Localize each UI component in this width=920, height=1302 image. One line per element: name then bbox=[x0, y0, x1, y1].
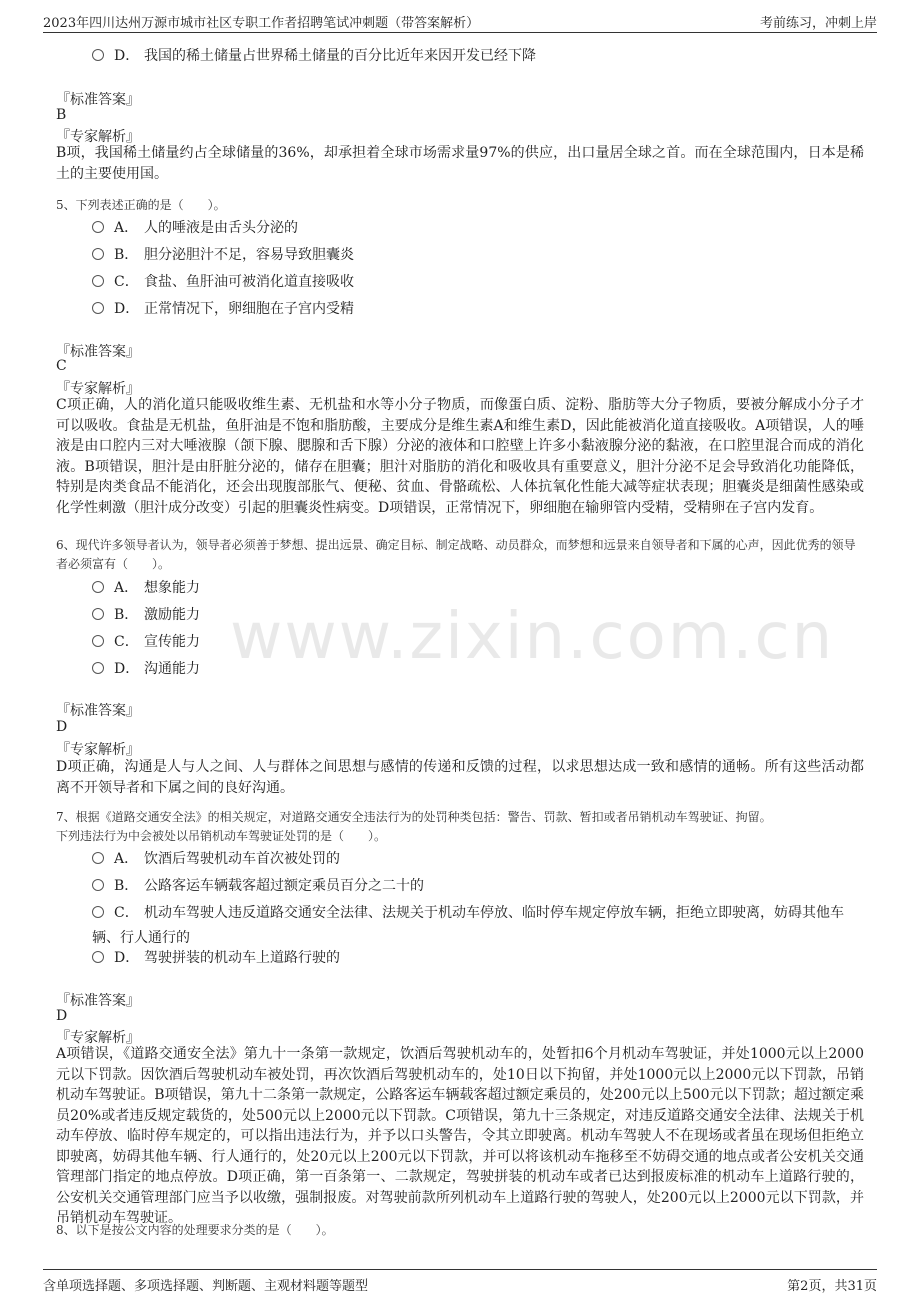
option-key: D． bbox=[114, 950, 140, 966]
q4-analysis: B项，我国稀土储量约占全球储量的36%，却承担着全球市场需求量97%的供应，出口量居全球之首。而在全球范围内，日本是稀土的主要使用国。 bbox=[56, 145, 864, 182]
page-header bbox=[43, 8, 877, 33]
radio-icon[interactable] bbox=[92, 49, 104, 61]
option-key: C． bbox=[114, 634, 139, 650]
option-text: 我国的稀土储量占世界稀土储量的百分比近年来因开发已经下降 bbox=[144, 48, 536, 64]
option-text: 正常情况下，卵细胞在子宫内受精 bbox=[144, 301, 354, 317]
q7-answer: D bbox=[56, 1008, 68, 1024]
option-text: 公路客运车辆载客超过额定乘员百分之二十的 bbox=[144, 878, 424, 894]
option-text: 人的唾液是由舌头分泌的 bbox=[144, 220, 298, 236]
watermark: www.zixin.com.cn bbox=[230, 600, 835, 674]
header-slogan: 考前练习，冲刺上岸 bbox=[759, 16, 877, 31]
radio-icon[interactable] bbox=[92, 951, 104, 963]
option-key: A． bbox=[114, 851, 139, 867]
option-key: A． bbox=[114, 220, 139, 236]
q6-analysis: D项正确，沟通是人与人之间、人与群体之间思想与感情的传递和反馈的过程，以求思想达成一致和感情的通畅。所有这些活动都离不开领导者和下属之间的良好沟通。 bbox=[56, 759, 864, 796]
q6-option-d[interactable] bbox=[92, 657, 200, 682]
option-text: 饮酒后驾驶机动车首次被处罚的 bbox=[144, 851, 340, 867]
option-key: B． bbox=[114, 607, 139, 623]
q7-answer-label: 『标准答案』 bbox=[56, 993, 140, 1009]
q5-option-a[interactable] bbox=[92, 216, 298, 241]
radio-icon[interactable] bbox=[92, 906, 104, 918]
q6-question: 6、现代许多领导者认为，领导者必须善于梦想、提出远景、确定目标、制定战略、动员群众，而梦想和远景来自领导者和下属的心声，因此优秀的领导者必须富有（ ）。 bbox=[56, 538, 856, 571]
q8-question: 8、以下是按公文内容的处理要求分类的是（ ）。 bbox=[56, 1223, 334, 1237]
radio-icon[interactable] bbox=[92, 662, 104, 674]
option-text: 机动车驾驶人违反道路交通安全法律、法规关于机动车停放、临时停车规定停放车辆，拒绝立即驶离，妨碍其他车辆、行人通行的 bbox=[92, 905, 844, 946]
radio-icon[interactable] bbox=[92, 635, 104, 647]
document-title: 2023年四川达州万源市城市社区专职工作者招聘笔试冲刺题（带答案解析） bbox=[43, 16, 480, 31]
q5-question: 5、下列表述正确的是（ ）。 bbox=[56, 198, 226, 212]
radio-icon[interactable] bbox=[92, 581, 104, 593]
option-text: 胆分泌胆汁不足，容易导致胆囊炎 bbox=[144, 247, 354, 263]
option-key: C． bbox=[114, 274, 139, 290]
option-key: D． bbox=[114, 48, 140, 64]
q4-answer-label: 『标准答案』 bbox=[56, 92, 140, 108]
option-text: 想象能力 bbox=[144, 580, 200, 596]
q5-answer: C bbox=[56, 358, 67, 374]
q5-option-c[interactable] bbox=[92, 270, 354, 295]
q5-analysis-label: 『专家解析』 bbox=[56, 381, 140, 397]
q7-question-line2: 下列违法行为中会被处以吊销机动车驾驶证处罚的是（ ）。 bbox=[56, 829, 387, 843]
radio-icon[interactable] bbox=[92, 608, 104, 620]
q7-analysis: A项错误，《道路交通安全法》第九十一条第一款规定，饮酒后驾驶机动车的，处暂扣6个月机动车驾驶证，并处1000元以上2000元以下罚款。因饮酒后驾驶机动车被处罚，再次饮酒后驾驶机动车的，处10日以下拘留，并处1000元以上2000元以下罚款，吊销机动车驾驶证。B项错误，第九十二条第一款规定，公路客运车辆载客超过额定乘员的，处200元以上500元以下罚款；超过额定乘员20%或者违反规定载货的，处500元以上2000元以下罚款。C项错误，第九十三条规定，对违反道路交通安全法律、法规关于机动车停放、临时停车规定的，可以指出违法行为，并予以口头警告，令其立即驶离。机动车驾驶人不在现场或者虽在现场但拒绝立即驶离，妨碍其他车辆、行人通行的，处20元以上200元以下罚款，并可以将该机动车拖移至不妨碍交通的地点或者公安机关交通管理部门指定的地点停放。D项正确，第一百条第一、二款规定，驾驶拼装的机动车或者已达到报废标准的机动车上道路行驶的，公安机关交通管理部门应当予以收缴，强制报废。对驾驶前款所列机动车上道路行驶的驾驶人，处200元以上2000元以下罚款，并吊销机动车驾驶证。 bbox=[56, 1046, 864, 1226]
radio-icon[interactable] bbox=[92, 275, 104, 287]
radio-icon[interactable] bbox=[92, 302, 104, 314]
q4-option-d[interactable] bbox=[92, 44, 536, 69]
radio-icon[interactable] bbox=[92, 221, 104, 233]
q7-question-line1: 7、根据《道路交通安全法》的相关规定，对道路交通安全违法行为的处罚种类包括：警告、罚款、暂扣或者吊销机动车驾驶证、拘留。 bbox=[56, 810, 772, 824]
option-text: 沟通能力 bbox=[144, 661, 200, 677]
option-key: D． bbox=[114, 661, 140, 677]
footer-question-types: 含单项选择题、多项选择题、判断题、主观材料题等题型 bbox=[43, 1279, 369, 1294]
option-text: 食盐、鱼肝油可被消化道直接吸收 bbox=[144, 274, 354, 290]
q6-answer: D bbox=[56, 719, 68, 735]
option-key: D． bbox=[114, 301, 140, 317]
option-key: B． bbox=[114, 247, 139, 263]
q7-option-d[interactable] bbox=[92, 946, 340, 971]
q6-option-c[interactable] bbox=[92, 630, 200, 655]
q6-option-b[interactable] bbox=[92, 603, 200, 628]
option-key: C． bbox=[114, 905, 139, 921]
radio-icon[interactable] bbox=[92, 852, 104, 864]
q7-analysis-label: 『专家解析』 bbox=[56, 1030, 140, 1046]
q5-analysis: C项正确，人的消化道只能吸收维生素、无机盐和水等小分子物质，而像蛋白质、淀粉、脂肪等大分子物质，要被分解成小分子才可以吸收。食盐是无机盐，鱼肝油是不饱和脂肪酸，主要成分是维生素A和维生素D，因此能被消化道直接吸收。A项错误，人的唾液是由口腔内三对大唾液腺（颌下腺、腮腺和舌下腺）分泌的液体和口腔壁上许多小黏液腺分泌的黏液，在口腔里混合而成的消化液。B项错误，胆汁是由肝脏分泌的，储存在胆囊；胆汁对脂肪的消化和吸收具有重要意义，胆汁分泌不足会导致消化功能降低，特别是肉类食品不能消化，还会出现腹部胀气、便秘、贫血、骨骼疏松、人体抗氧化性能大减等症状表现；胆囊炎是细菌性感染或化学性刺激（胆汁成分改变）引起的胆囊炎性病变。D项错误，正常情况下，卵细胞在输卵管内受精，受精卵在子宫内发育。 bbox=[56, 397, 864, 516]
option-text: 宣传能力 bbox=[144, 634, 200, 650]
option-key: A． bbox=[114, 580, 139, 596]
q5-option-d[interactable] bbox=[92, 297, 354, 322]
q6-answer-label: 『标准答案』 bbox=[56, 703, 140, 719]
q7-option-c[interactable] bbox=[92, 901, 862, 951]
q6-analysis-label: 『专家解析』 bbox=[56, 742, 140, 758]
page-number: 第2页，共31页 bbox=[787, 1279, 877, 1294]
page-footer bbox=[43, 1269, 877, 1298]
q7-option-b[interactable] bbox=[92, 874, 424, 899]
q7-option-a[interactable] bbox=[92, 847, 340, 872]
radio-icon[interactable] bbox=[92, 879, 104, 891]
option-text: 驾驶拼装的机动车上道路行驶的 bbox=[144, 950, 340, 966]
q5-answer-label: 『标准答案』 bbox=[56, 344, 140, 360]
option-text: 激励能力 bbox=[144, 607, 200, 623]
q4-answer: B bbox=[56, 107, 67, 123]
q6-option-a[interactable] bbox=[92, 576, 200, 601]
radio-icon[interactable] bbox=[92, 248, 104, 260]
q4-analysis-label: 『专家解析』 bbox=[56, 129, 140, 145]
option-key: B． bbox=[114, 878, 139, 894]
q5-option-b[interactable] bbox=[92, 243, 354, 268]
